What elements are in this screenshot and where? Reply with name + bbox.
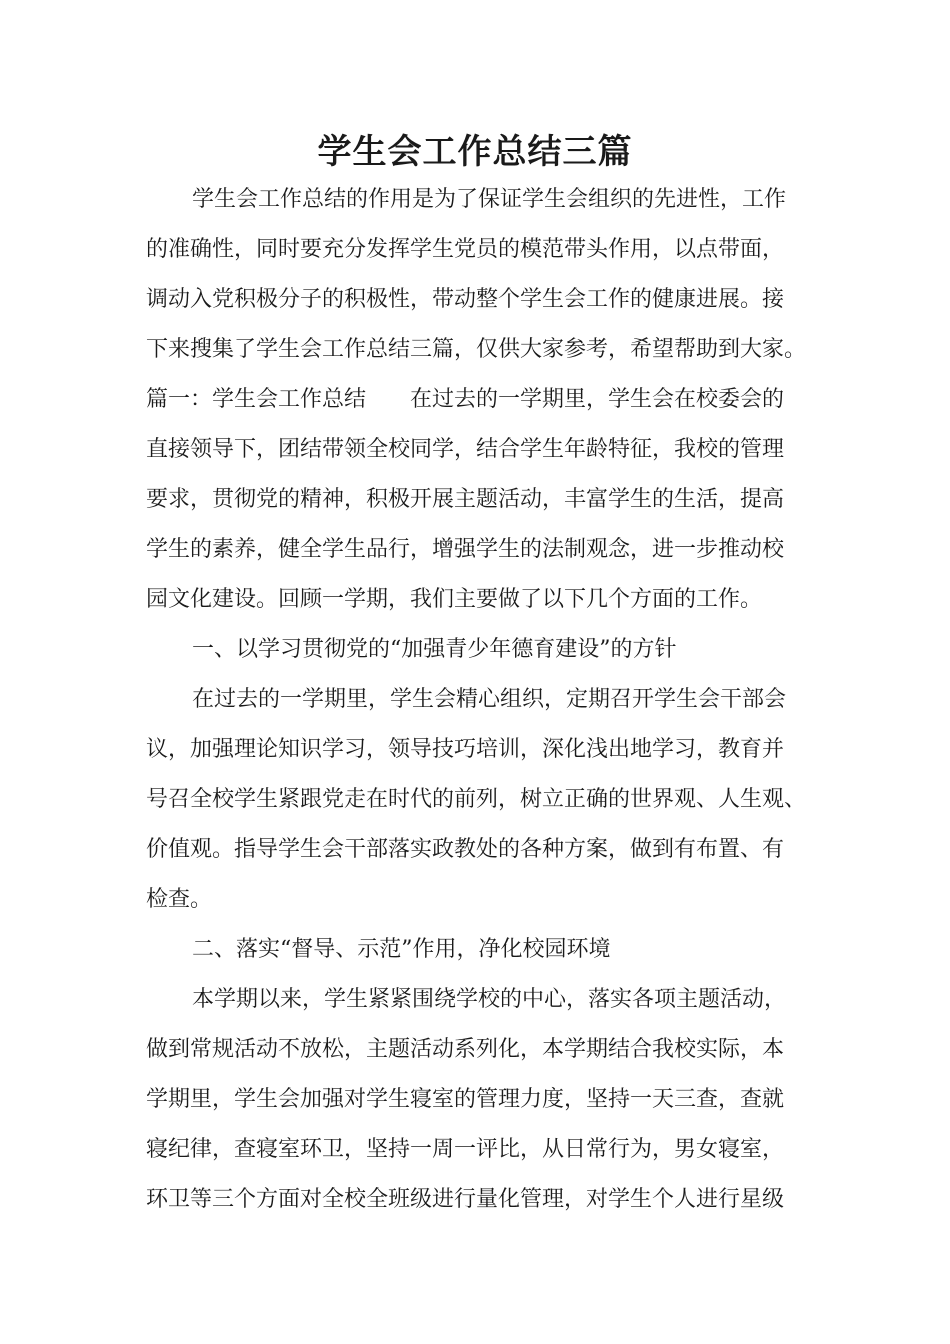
body-line: 在过去的一学期里，学生会精心组织，定期召开学生会干部会: [192, 687, 787, 712]
body-line: 的准确性，同时要充分发挥学生党员的模范带头作用，以点带面，: [146, 237, 785, 262]
body-line: 要求，贯彻党的精神，积极开展主题活动，丰富学生的生活，提高: [146, 487, 785, 512]
body-line: 直接领导下，团结带领全校同学，结合学生年龄特征，我校的管理: [146, 437, 785, 462]
body-line: 议，加强理论知识学习，领导技巧培训，深化浅出地学习，教育并: [146, 737, 785, 762]
section-heading: 二、落实“督导、示范”作用，净化校园环境: [192, 937, 611, 962]
body-line: 学生的素养，健全学生品行，增强学生的法制观念，进一步推动校: [146, 537, 785, 562]
body-line: 调动入党积极分子的积极性，带动整个学生会工作的健康进展。接: [146, 287, 785, 312]
body-line: 检查。: [146, 887, 213, 912]
document-title: 学生会工作总结三篇: [317, 132, 633, 172]
section-heading: 一、以学习贯彻党的“加强青少年德育建设”的方针: [192, 637, 677, 662]
body-line: 园文化建设。回顾一学期，我们主要做了以下几个方面的工作。: [146, 587, 763, 612]
body-line: 寝纪律，查寝室环卫，坚持一周一评比，从日常行为，男女寝室，: [146, 1137, 785, 1162]
body-line: 环卫等三个方面对全校全班级进行量化管理，对学生个人进行星级: [146, 1187, 785, 1212]
body-line: 下来搜集了学生会工作总结三篇，仅供大家参考，希望帮助到大家。: [146, 337, 807, 362]
body-line: 篇一：学生会工作总结 在过去的一学期里，学生会在校委会的: [146, 387, 785, 412]
body-line: 价值观。指导学生会干部落实政教处的各种方案，做到有布置、有: [146, 837, 785, 862]
body-line: 号召全校学生紧跟党走在时代的前列，树立正确的世界观、人生观、: [146, 787, 807, 812]
body-line: 本学期以来，学生紧紧围绕学校的中心，落实各项主题活动，: [192, 987, 787, 1012]
body-line: 学期里，学生会加强对学生寝室的管理力度，坚持一天三查，查就: [146, 1087, 785, 1112]
body-line: 学生会工作总结的作用是为了保证学生会组织的先进性，工作: [192, 187, 787, 212]
body-line: 做到常规活动不放松，主题活动系列化，本学期结合我校实际，本: [146, 1037, 785, 1062]
